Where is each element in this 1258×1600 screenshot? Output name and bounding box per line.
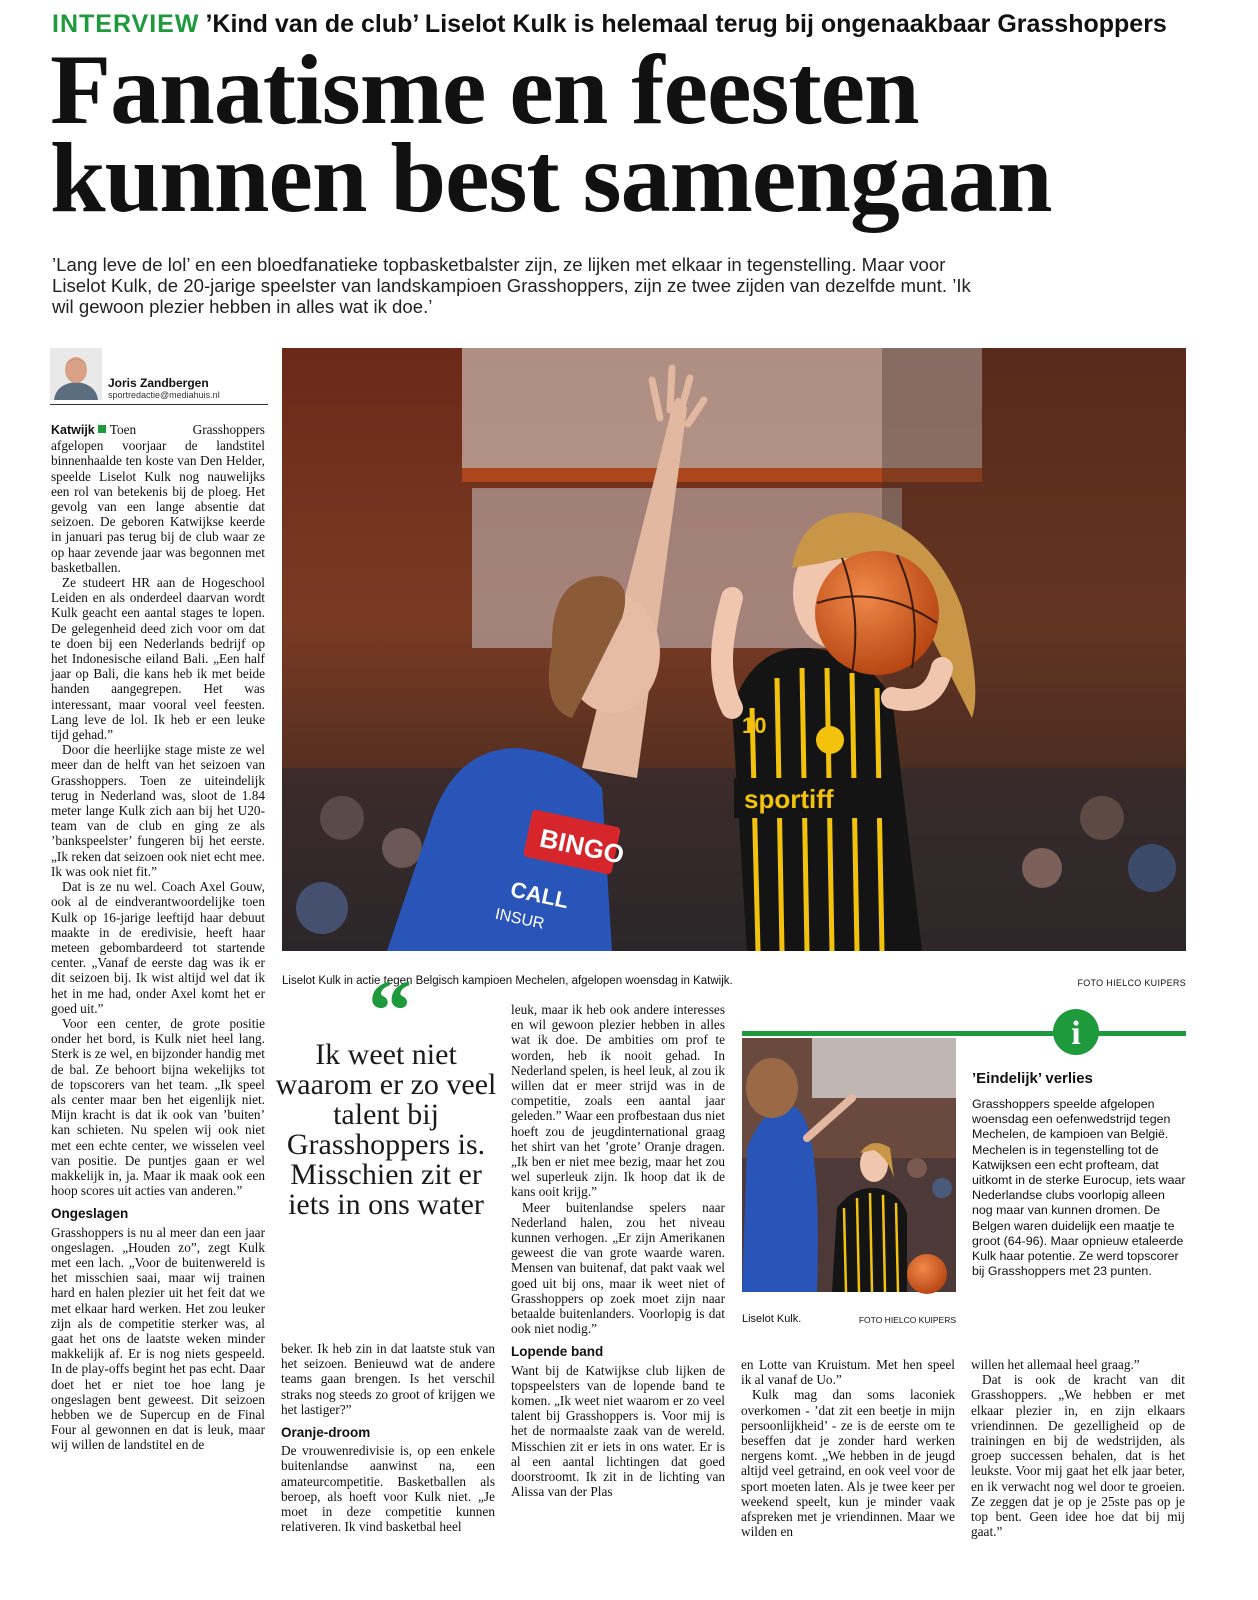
author-email: sportredactie@mediahuis.nl [108, 390, 220, 400]
headline-line-1: Fanatisme en feesten [50, 34, 919, 145]
quote-mark-icon [290, 963, 490, 1060]
quote-mark-glyph: “ [368, 963, 412, 1060]
infobox-title: ’Eindelijk’ verlies [972, 1070, 1093, 1087]
subheading-ongeslagen: Ongeslagen [51, 1206, 129, 1222]
paragraph: Dat is ook de kracht van dit Grasshoppers. „We hebben er met elkaar plezier in, en zijn elkaars vriendinnen. De gezelligheid op de trainingen en bij de wedstrijden, als groep successen behalen, dat is het leukste. Voor mij gaat het elk jaar beter, en ik verwacht nog wel door te groeien. Ze zeggen dat je op je 25ste pas op je top bent. Geen idee hoe dat bij mij gaat.” [971, 1372, 1185, 1540]
paragraph: beker. Ik heb zin in dat laatste stuk van het seizoen. Benieuwd wat de andere teams gaan brengen. Is het verschil straks nog steeds zo groot of krijgen we het lastiger?” [281, 1341, 495, 1417]
paragraph: Want bij de Katwijkse club lijken de topspeelsters van de lopende band te komen. „Ik weet niet waarom er zo veel talent bij Grasshoppers is. Voor mij is het de normaalste zaak van de wereld. Misschien zit er iets in ons water. Er is al een aantal lichtingen dat goed doorstroomt. Ik zit in de lichting van Alissa van der Plas [511, 1362, 725, 1500]
shirt-sponsor-text: sportiff [744, 784, 834, 814]
author-photo [50, 348, 102, 400]
shirt-number-text: 10 [742, 713, 767, 738]
article-column-1 [51, 422, 265, 1453]
paragraph: Voor een center, de grote positie onder het bord, is Kulk niet heel lang. Sterk is ze wel, en bijzonder handig met de bal. Ze behoort bijna wekelijks tot de topscorers van het team. „Ik speel als center maar ben het eigenlijk niet. Mijn kracht is dat ik ook van ’buiten’ kan schieten. Nu spelen wij ook niet met een echte center, we wisselen veel van positie. De puntjes gaan er wel makkelijk in, ja. Maar ik maak ook een hoop scores uit acties van anderen.” [51, 1015, 265, 1199]
paragraph: Meer buitenlandse spelers naar Nederland halen, zou het niveau kunnen verhogen. „Er zijn Amerikanen geweest die van grote waarde waren. Mensen van buitenaf, dat pakt vaak wel goed uit bij ons, maar ik weet niet of Grasshoppers op zoek moet zijn naar betaalde buitenlanders. Voorlopig is dat ook niet nodig.” [511, 1199, 725, 1337]
author-name: Joris Zandbergen [108, 376, 209, 390]
paragraph: Kulk mag dan soms laconiek overkomen - ’dat zit een beetje in mijn persoonlijkheid’ - ze is de eerste om te beseffen dat je zonder hard werken nergens komt. „We hebben in de jeugd altijd veel getraind, en ook veel voor de sport moeten laten. Als je twee keer per weekend speelt, kun je minder vaak afspreken met je vriendinnen. Maar we wilden en [741, 1387, 955, 1540]
paragraph: De vrouwenredivisie is, op een enkele buitenlandse aanwinst na, een amateurcompetitie. Basketballen als beroep, als hoeft voor Kulk niet. „Je moet in deze competitie kunnen relativeren. Ik vind basketbal heel [281, 1443, 495, 1535]
infobox-body: Grasshoppers speelde afgelopen woensdag een oefenwedstrijd tegen Mechelen, de kampioen van België. Mechelen is in tegenstelling tot de Katwijksen een echt profteam, dat uitkomt in de sterke Eurocup, iets waar Nederlandse clubs voorlopig alleen nog maar van kunnen dromen. De Belgen waren duidelijk een maatje te groot (64-96). Maar opnieuw etaleerde Kulk haar potentie. Ze werd topscorer bij Grasshoppers met 23 punten. [972, 1097, 1186, 1279]
dateline: Katwijk [51, 423, 95, 437]
photo-caption: Liselot Kulk in actie tegen Belgisch kampioen Mechelen, afgelopen woensdag in Katwijk. [282, 975, 733, 987]
paragraph: en Lotte van Kruistum. Met hen speel ik al vanaf de Uo.” [741, 1357, 955, 1388]
subheading-lopende-band: Lopende band [511, 1344, 604, 1360]
paragraph: Ze studeert HR aan de Hogeschool Leiden en als onderdeel daarvan wordt Kulk geacht een aantal stages te lopen. De gelegenheid deed zich voor om dat te doen bij een Nederlands bedrijf op het Indonesische eiland Bali. „Een half jaar op Bali, die kans heb ik met beide handen aangegrepen. Het was interessant, maar vooral veel feesten. Lang leve de lol. Ik heb er een leuke tijd gehad.” [51, 575, 265, 743]
intro: ’Lang leve de lol’ en een bloedfanatieke topbasketbalster zijn, ze lijken met elkaar in tegenstelling. Maar voor Liselot Kulk, de 20-jarige speelster van landskampioen Grasshoppers, zijn ze twee zijden van dezelfde munt. ’Ik wil gewoon plezier hebben in alles wat ik doe.’ [52, 254, 971, 317]
main-photo [282, 348, 1186, 951]
opponent-sponsor-text-3: INSUR [493, 905, 546, 933]
headline [50, 34, 1210, 233]
pull-quote: Ik weet niet waarom er zo veel talent bij Grasshoppers is. Misschien zit er iets in ons water [275, 1038, 497, 1221]
paragraph: Dat is ze nu wel. Coach Axel Gouw, ook al de eindverantwoordelijke toen Kulk op 16-jarige leeftijd haar debuut maakte in de eredivisie, heeft haar meteen gebombardeerd tot startende center. „Vanaf de eerste dag was ik er dit seizoen bij. Ik wist altijd wel dat ik het in me had, onder Axel komt het er goed uit.” [51, 879, 265, 1016]
byline [50, 348, 268, 405]
infobox-photo [742, 1038, 956, 1292]
paragraph: Grasshoppers is nu al meer dan een jaar ongeslagen. „Houden zo”, zegt Kulk met een lach. „Voor de buitenwereld is het misschien saai, maar wij trainen hard en halen plezier uit het feit dat we met elkaar hard werken. Het zou leuker zijn als de competitie sterker was, al gaat het ons de laatste weken minder makkelijk af. Er is nog niets gespeeld. In de play-offs begint het pas echt. Daar doet het er niet toe hoe lang je ongeslagen bent geweest. Dit seizoen hebben we de Supercup en de Final Four al gewonnen en dat is leuk, maar wij willen de landstitel en de [51, 1224, 265, 1453]
paragraph: leuk, maar ik heb ook andere interesses en wil gewoon plezier hebben in alles wat ik doe. De ambities om prof te worden, heb ik nooit gehad. In Nederland spelen, is heel leuk, al zou ik willen dat er meer strijd was in de competitie, zoals een aantal jaar geleden.” Waar een profbestaan dus niet hoeft zou de jeugdinternational graag het shirt van het ’grote’ Oranje dragen. „Ik ben er niet mee bezig, maar het zou wel superleuk zijn. Ik hoop dat ik de kans ooit krijg.” [511, 1002, 725, 1200]
infobox-photo-caption: Liselot Kulk. [742, 1313, 802, 1325]
opponent-sponsor-text-2: CALL [508, 876, 571, 914]
article-column-2 [281, 1341, 495, 1534]
dateline-square-icon [98, 425, 106, 433]
kicker-text: ’Kind van de club’ Liselot Kulk is helemaal terug bij ongenaakbaar Grasshoppers [205, 10, 1167, 38]
opponent-sponsor-text: BINGO [537, 822, 627, 870]
subheading-oranje-droom: Oranje-droom [281, 1425, 371, 1441]
paragraph: Toen Grasshoppers afgelopen voorjaar de landstitel binnenhaalde ten koste van Den Helder, speelde Liselot Kulk nog nauwelijks een rol van betekenis bij de ploeg. Het gevolg van een lange absentie dat seizoen. De geboren Katwijkse keerde in januari pas terug bij de club waar ze op haar zevende jaar was begonnen met basketballen. [51, 422, 265, 575]
info-icon [1052, 1008, 1100, 1056]
headline-line-2: kunnen best samengaan [50, 122, 1052, 233]
article-column-3 [511, 1002, 725, 1500]
article-column-5 [971, 1357, 1185, 1539]
paragraph: Door die heerlijke stage miste ze wel meer dan de helft van het seizoen van Grasshoppers. Toen ze uiteindelijk terug in Nederland was, sloot de 1.84 meter lange Kulk zich aan bij het U20-team van de club en ging ze als ’bankspeelster’ fungeren bij het eerste. „Ik reken dat seizoen ook niet echt mee. Ik was ook niet fit.” [51, 742, 265, 879]
paragraph: willen het allemaal heel graag.” [971, 1357, 1140, 1372]
article-column-4 [741, 1357, 955, 1539]
infobox-photo-credit: FOTO HIELCO KUIPERS [858, 1315, 956, 1325]
section-tag: INTERVIEW [52, 10, 200, 38]
photo-credit: FOTO HIELCO KUIPERS [1077, 978, 1186, 988]
info-badge-letter: i [1071, 1015, 1081, 1052]
infobox-rule [742, 1031, 1186, 1036]
